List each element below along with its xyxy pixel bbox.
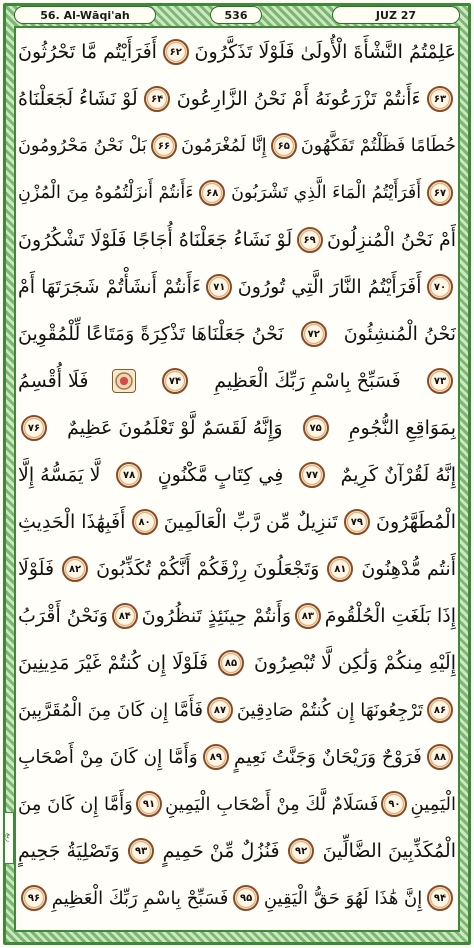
verse-text: عَلِمْتُمُ النَّشْأَةَ الْأُولَىٰ فَلَوْلَا تَذَكَّرُونَ [194,41,456,63]
ayah-number: ۹۳ [128,838,154,864]
verse-line [18,32,456,72]
verse-text: أَفَبِهَٰذَا الْحَدِيثِ [18,511,126,533]
ayah-number: ۸۲ [62,556,88,582]
verse-text: بِمَوَاقِعِ النُّجُومِ [348,417,456,439]
verse-text: وَأَنتُمْ حِينَئِذٍ تَنظُرُونَ [141,605,291,627]
verse-line [18,643,456,683]
verse-text: ءَأَنتُمْ أَنشَأْتُمْ شَجَرَتَهَا أَمْ [18,276,201,298]
ayah-number: ۹۵ [233,885,259,911]
ayah-number: ۶۳ [427,86,453,112]
verse-text: إِذَا بَلَغَتِ الْحُلْقُومَ [324,605,456,627]
ayah-number: ۸۸ [427,744,453,770]
verse-line [18,455,456,495]
rub-marker: ربع [4,812,14,864]
verse-text: لَّا يَمَسُّهُ إِلَّا [18,464,101,486]
verse-text: فَسَبِّحْ بِاسْمِ رَبِّكَ الْعَظِيمِ [51,887,229,909]
verse-line [18,79,456,119]
verse-text: تَرْجِعُونَهَا إِن كُنتُمْ صَادِقِينَ [236,699,424,721]
verse-text: إِنَّ هَٰذَا لَهُوَ حَقُّ الْيَقِينِ [263,887,423,909]
verse-text: فَلَوْلَا إِن كُنتُمْ غَيْرَ مَدِينِينَ [18,652,209,674]
verse-line [18,408,456,448]
ayah-number: ۸۹ [203,744,229,770]
verse-text: فَرَوْحٌ وَرَيْحَانٌ وَجَنَّتُ نَعِيمٍ [234,746,422,768]
ayah-number: ۸۵ [218,650,244,676]
verse-text: وَأَمَّا إِن كَانَ مِنْ أَصْحَابِ [18,746,198,768]
verse-text: الْمُكَذِّبِينَ الضَّالِّينَ [322,840,456,862]
verse-text: بَلْ نَحْنُ مَحْرُومُونَ [18,136,147,156]
verse-text: نَحْنُ جَعَلْنَاهَا تَذْكِرَةً وَمَتَاعًا لِّلْمُقْوِينَ [18,323,284,345]
verse-text: إِلَيْهِ مِنكُمْ وَلَٰكِن لَّا تُبْصِرُونَ [253,652,456,674]
hizb-ornament-icon [112,369,136,393]
verse-text: تَنزِيلٌ مِّن رَّبِّ الْعَالَمِينَ [163,511,338,533]
juz-label: JUZ 27 [332,6,460,24]
verse-text: ءَأَنتُمْ تَزْرَعُونَهُ أَمْ نَحْنُ الزَّارِعُونَ [176,88,421,110]
verse-line [18,267,456,307]
ayah-number: ۷۳ [427,368,453,394]
ayah-number: ۷۶ [21,415,47,441]
ayah-number: ۸۰ [132,509,158,535]
verse-line [18,596,456,636]
verse-text: حُطَامًا فَظَلْتُمْ تَفَكَّهُونَ [300,136,456,156]
ayah-number: ۶۷ [427,180,453,206]
verse-text: إِنَّهُ لَقُرْآنٌ كَرِيمٌ [340,464,456,486]
verse-text: أَفَرَأَيْتُمُ الْمَاءَ الَّذِي تَشْرَبُونَ [231,183,422,203]
verse-line [18,690,456,730]
verse-line [18,831,456,871]
verse-line [18,878,456,918]
verse-text: وَتَصْلِيَةُ جَحِيمٍ [18,840,120,862]
ayah-number: ۸۶ [427,697,453,723]
ayah-number: ۹۰ [381,791,407,817]
verse-line [18,737,456,777]
ayah-number: ۷۸ [116,462,142,488]
verse-text: لَوْ نَشَاءُ لَجَعَلْنَاهُ [18,88,138,110]
ayah-number: ۸۷ [207,697,233,723]
verse-text: وَتَجْعَلُونَ رِزْقَكُمْ أَنَّكُمْ تُكَذِّبُونَ [96,558,320,580]
ayah-number: ۹۶ [21,885,47,911]
page-number-label: 536 [210,6,262,24]
verse-text: أَنتُم مُّدْهِنُونَ [361,558,456,580]
ayah-number: ۷۷ [299,462,325,488]
verse-text: أَفَرَأَيْتُمُ النَّارَ الَّتِي تُورُونَ [237,276,422,298]
verse-line [18,361,456,401]
ayah-number: ۶۲ [163,39,189,65]
ayah-number: ۹۴ [427,885,453,911]
verse-text: الْمُطَهَّرُونَ [375,511,456,533]
verse-text: وَأَمَّا إِن كَانَ مِنَ [18,793,133,815]
ayah-number: ۸۱ [327,556,353,582]
verse-text: الْيَمِينِ [410,793,456,815]
ayah-number: ۶۴ [144,86,170,112]
ayah-number: ۷۹ [344,509,370,535]
ayah-number: ۸۴ [112,603,138,629]
verse-text: أَمْ نَحْنُ الْمُنزِلُونَ [327,229,456,251]
ayah-number: ۹۲ [288,838,314,864]
verse-line [18,173,456,213]
verse-text: إِنَّا لَمُغْرَمُونَ [181,136,267,156]
verse-text: فَلَا أُقْسِمُ [18,370,89,392]
ayah-number: ۷۱ [206,274,232,300]
verse-line [18,126,456,166]
verse-line [18,784,456,824]
verse-text: فَنُزُلٌ مِّنْ حَمِيمٍ [162,840,280,862]
verse-text: فَلَوْلَا [18,558,55,580]
ayah-number: ۶۹ [297,227,323,253]
verse-text: وَإِنَّهُ لَقَسَمٌ لَّوْ تَعْلَمُونَ عَظِيمٌ [67,417,283,439]
ayah-number: ۷۰ [427,274,453,300]
ayah-number: ۶۵ [271,133,297,159]
verse-text: فَسَبِّحْ بِاسْمِ رَبِّكَ الْعَظِيمِ [214,370,401,392]
verse-text: فَسَلَامٌ لَّكَ مِنْ أَصْحَابِ الْيَمِينِ [165,793,379,815]
ayah-number: ۶۸ [199,180,225,206]
page-header [14,6,460,24]
verse-line [18,549,456,589]
ayah-number: ۶۶ [151,133,177,159]
ayah-number: ۷۲ [301,321,327,347]
surah-name-label: 56. Al-Wāqi'ah [14,6,156,24]
ayah-number: ۷۵ [303,415,329,441]
verse-text: لَوْ نَشَاءُ جَعَلْنَاهُ أُجَاجًا فَلَوْلَا تَشْكُرُونَ [18,229,293,251]
verse-line [18,314,456,354]
verse-line [18,220,456,260]
verse-text: وَنَحْنُ أَقْرَبُ [18,605,108,627]
verse-line [18,502,456,542]
verse-text: أَفَرَأَيْتُم مَّا تَحْرُثُونَ [18,41,157,63]
ayah-number: ۷۴ [162,368,188,394]
verse-text: فَأَمَّا إِن كَانَ مِنَ الْمُقَرَّبِينَ [18,699,204,721]
ayah-number: ۸۳ [295,603,321,629]
verse-text: نَحْنُ الْمُنشِئُونَ [343,323,456,345]
verse-text: ءَأَنتُمْ أَنزَلْتُمُوهُ مِنَ الْمُزْنِ [18,183,194,203]
verse-text: فِي كِتَابٍ مَّكْنُونٍ [157,464,284,486]
ayah-number: ۹۱ [136,791,162,817]
